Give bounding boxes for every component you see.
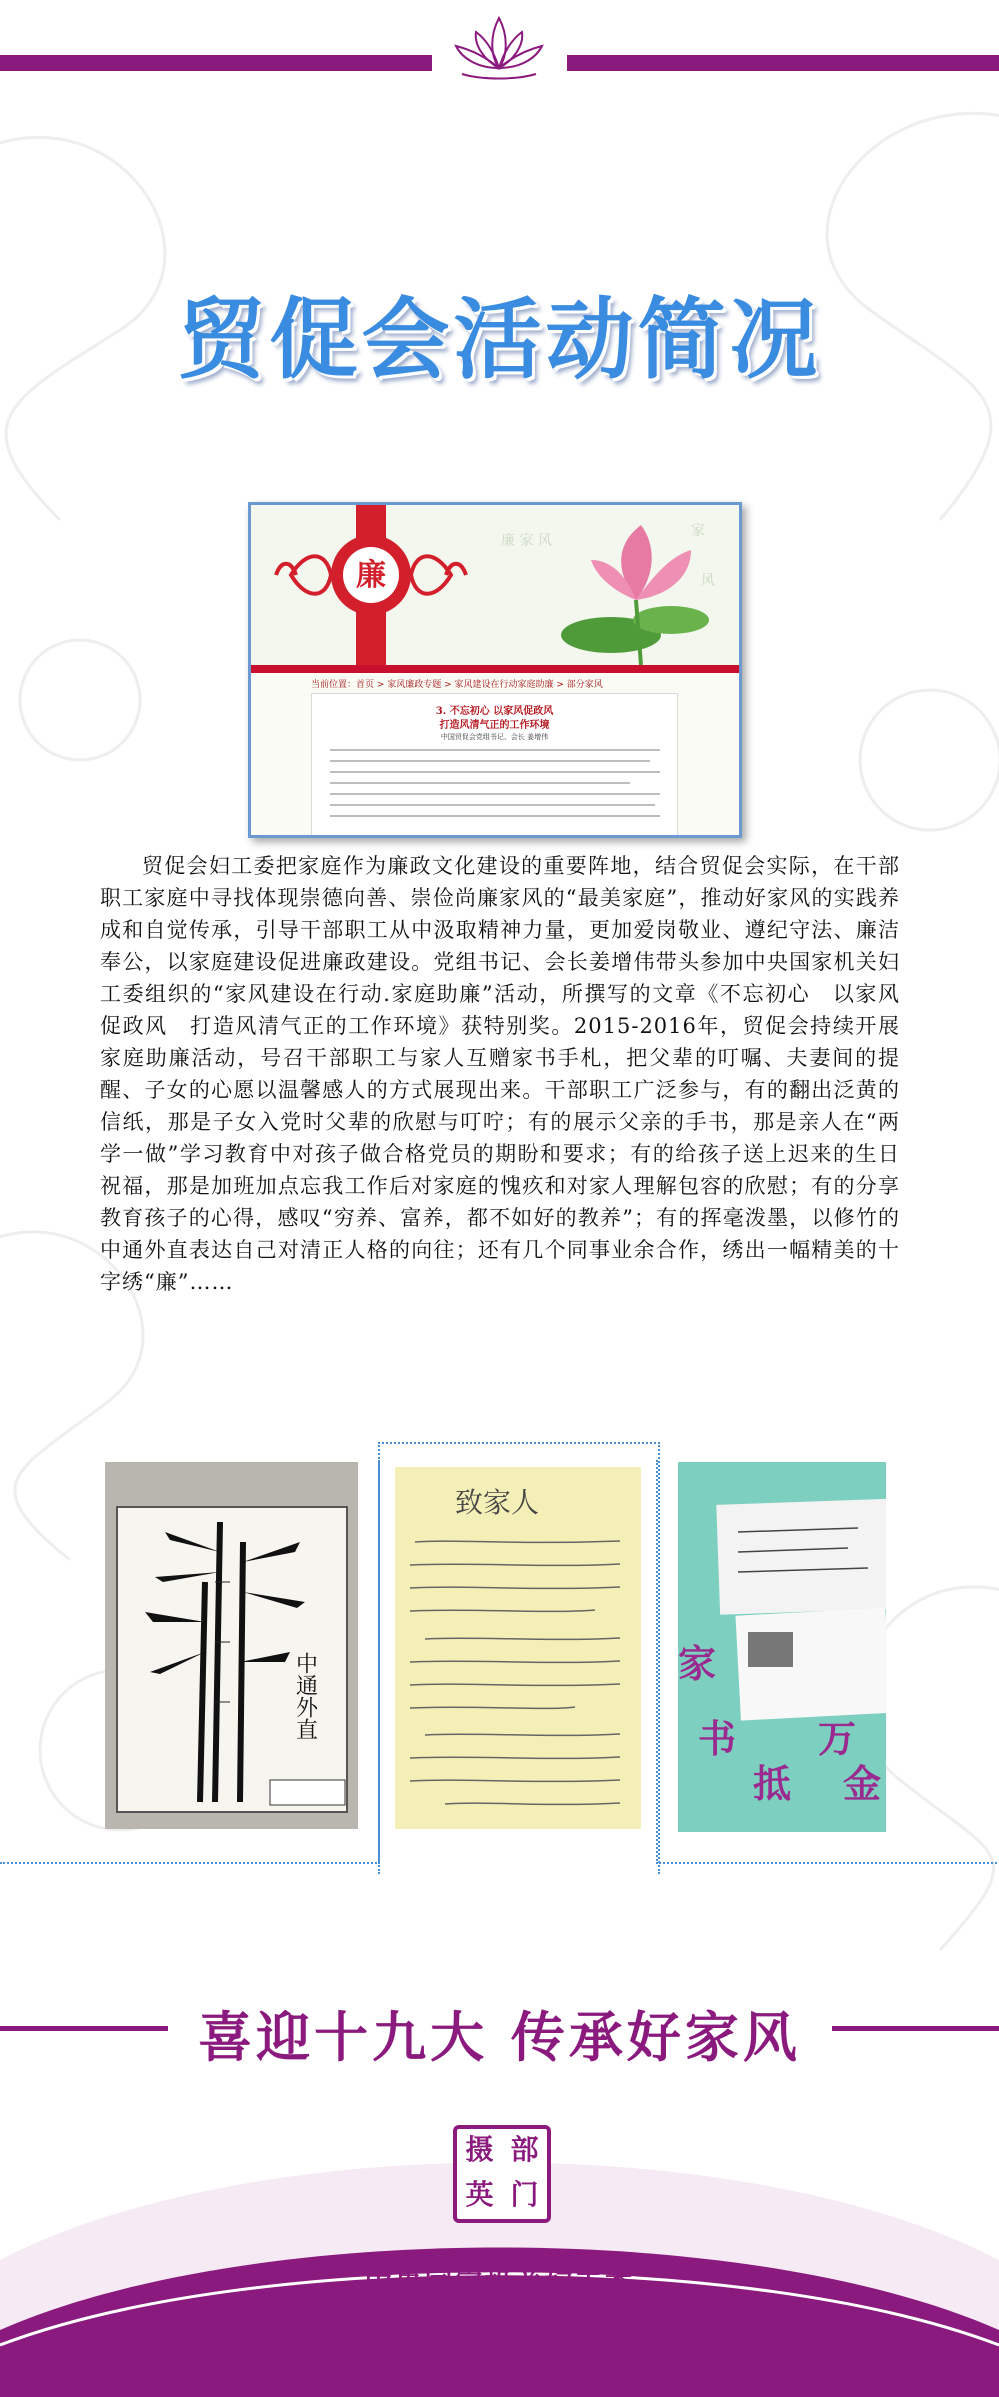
handwritten-letter-photo [395,1467,641,1829]
article-byline: 中国贸促会党组书记、会长 姜增伟 [440,733,549,741]
lotus-icon [432,10,567,85]
page-title: 贸促会活动简况 [177,288,822,391]
board-char-3: 万 [818,1716,857,1761]
text-line [330,760,650,762]
seal-char-2: 部 [510,2133,539,2166]
family-letter-board-photo [678,1462,886,1832]
header-bar-left [0,55,432,71]
text-line [330,793,660,795]
bamboo-painting-photo [105,1462,358,1829]
seal-char-4: 门 [510,2178,539,2211]
article-headline-1: 3. 不忘初心 以家风促政风 [435,706,554,717]
paper-cut-seal-icon [251,505,739,670]
seal-character: 廉 [356,558,386,593]
body-paragraph: 贸促会妇工委把家庭作为廉政文化建设的重要阵地，结合贸促会实际，在干部职工家庭中寻找体现崇德向善、崇俭尚廉家风的“最美家庭”，推动好家风的实践养成和自觉传承，引导干部职工从中汲取精神力量，更加爱岗敬业、遵纪守法、廉洁奉公，以家庭建设促进廉政建设。党组书记、会长姜增伟带头参加中央国家机关妇工委组织的“家风建设在行动.家庭助廉”活动，所撰写的文章《不忘初心 以家风促政风 打造风清气正的工作环境》获特别奖。2015-2016年，贸促会持续开展家庭助廉活动，号召干部职工与家人互赠家书手札，把父辈的叮嘱、夫妻间的提醒、子女的心愿以温馨感人的方式展现出来。干部职工广泛参与，有的翻出泛黄的信纸，那是子女入党时父辈的欣慰与叮咛；有的展示父亲的手书，那是亲人在“两学一做”学习教育中对孩子做合格党员的期盼和要求；有的给孩子送上迟来的生日祝福，那是加班加点忘我工作后对家庭的愧疚和对家人理解包容的欣慰；有的分享教育孩子的心得，感叹“穷养、富养，都不如好的教养”；有的挥毫泼墨，以修竹的中通外直表达自己对清正人格的向往；还有几个同事业余合作，绣出一幅精美的十字绣“廉”…… [100,854,900,1294]
text-line [330,815,660,817]
letter-title: 致家人 [455,1486,540,1519]
board-char-2: 书 [698,1716,737,1761]
text-line [330,804,655,806]
article-headline-2: 打造风清气正的工作环境 [439,720,550,731]
svg-text:风: 风 [701,573,715,589]
article-red-strip [251,665,739,673]
article-paper [311,693,678,838]
text-line [330,749,660,751]
seal-char-1: 摄 [465,2133,494,2166]
organization-name: 中央国家机关妇工委 [364,2267,635,2300]
seal-logo [453,2125,551,2223]
board-char-4: 抵 [753,1761,792,1806]
article-banner [251,505,739,670]
text-line [330,771,660,773]
board-char-1: 家 [678,1641,717,1686]
board-char-5: 金 [843,1761,882,1806]
header-bar-right [567,55,999,71]
text-line [330,782,630,784]
article-breadcrumb: 当前位置：首页 > 家风廉政专题 > 家风建设在行动家庭助廉 > 部分家风 [311,680,603,690]
header-band [0,0,999,85]
lotus-flower-icon [561,525,709,665]
svg-text:家: 家 [691,523,705,539]
bamboo-caption: 中通外直 [292,1652,318,1740]
slogan: 喜迎十九大 传承好家风 [198,2005,801,2069]
svg-text:廉 家 风: 廉 家 风 [501,533,552,549]
article-screenshot [248,502,742,838]
seal-char-3: 英 [465,2178,494,2211]
